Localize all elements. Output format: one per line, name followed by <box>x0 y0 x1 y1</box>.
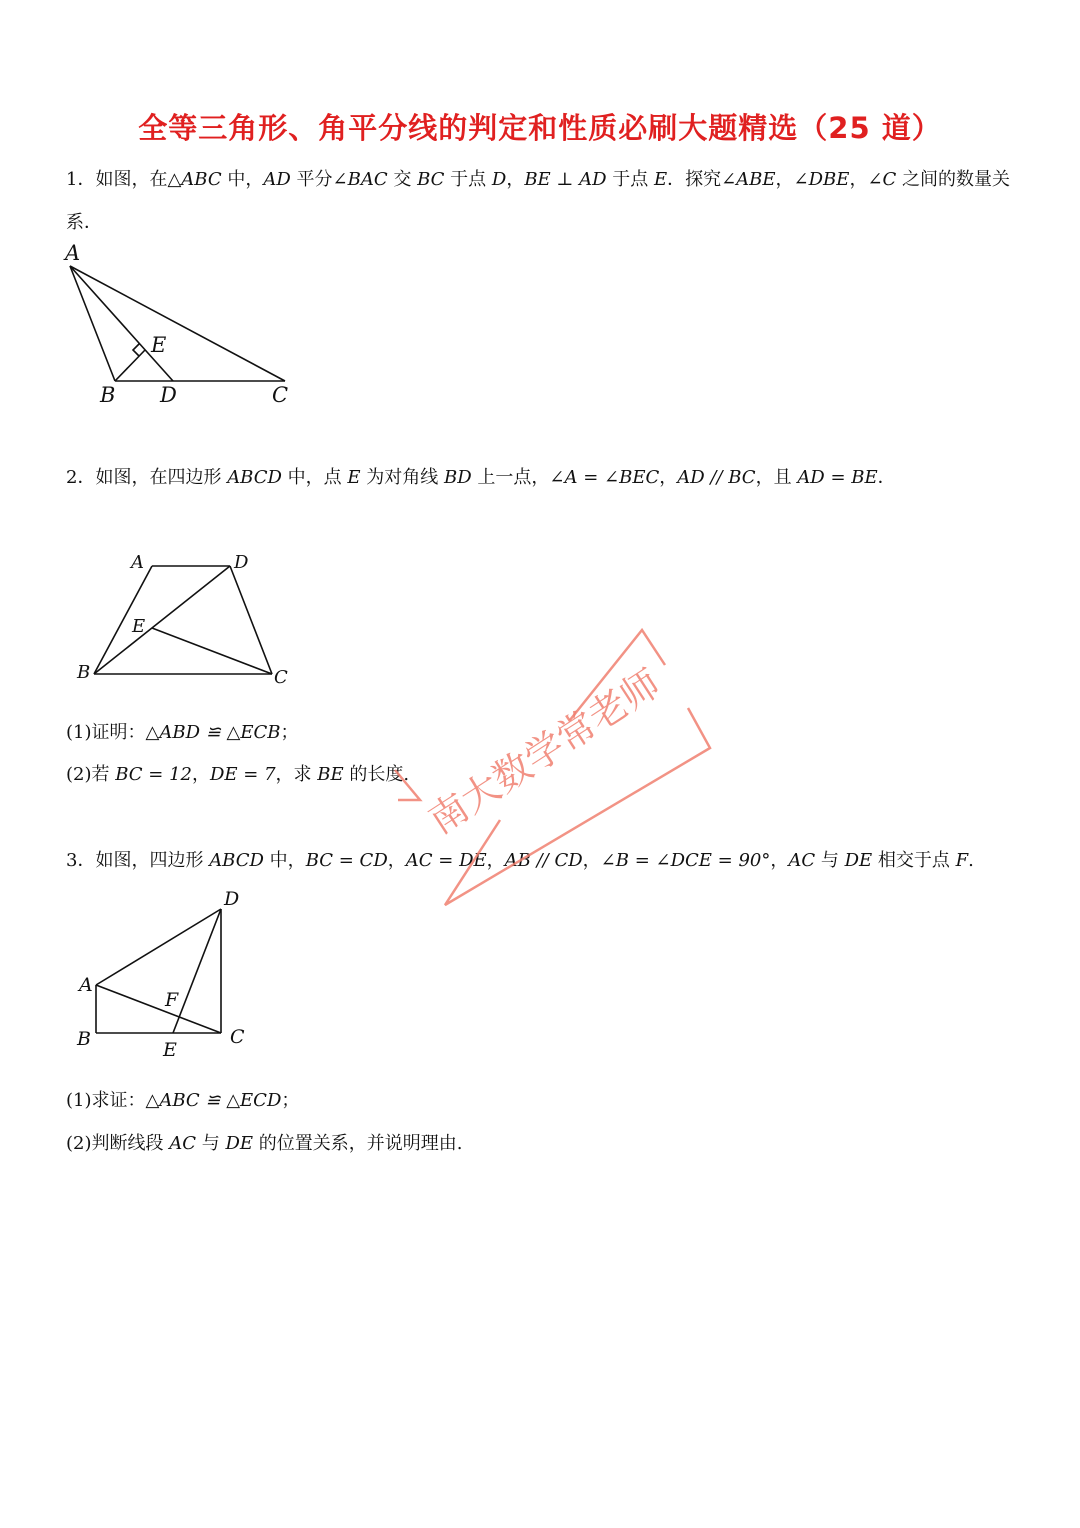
fig2-label-e: E <box>132 616 146 637</box>
question-3-text: 3．如图，四边形 ABCD 中，BC = CD，AC = DE，AB // CD，∠B = ∠DCE = 90°，AC 与 DE 相交于点 F. <box>66 850 974 871</box>
fig2-label-c: C <box>274 667 288 688</box>
question-3-part-2: (2)判断线段 AC 与 DE 的位置关系，并说明理由. <box>66 1133 463 1154</box>
fig2-label-b: B <box>77 662 91 683</box>
fig3-label-b: B <box>77 1028 91 1050</box>
fig3-label-f: F <box>165 989 179 1011</box>
fig3-label-d: D <box>224 888 240 910</box>
fig2-label-a: A <box>131 552 144 573</box>
question-1-text-cont: 系． <box>66 212 102 233</box>
watermark-text: 南大数学常老师 <box>420 660 669 843</box>
figure-1 <box>60 238 300 413</box>
page-title: 全等三角形、角平分线的判定和性质必刷大题精选（25 道） <box>138 111 942 145</box>
fig1-label-c: C <box>272 383 289 407</box>
question-2-part-1: (1)证明：△ABD ≌ △ECB； <box>66 722 299 743</box>
fig1-label-b: B <box>100 383 116 407</box>
question-2-part-2: (2)若 BC = 12，DE = 7，求 BE 的长度. <box>66 764 410 785</box>
fig3-label-a: A <box>79 974 93 996</box>
fig1-label-a: A <box>65 241 81 265</box>
fig1-label-d: D <box>160 383 177 407</box>
fig3-label-c: C <box>230 1026 245 1048</box>
question-3-part-1: (1)求证：△ABC ≌ △ECD； <box>66 1090 300 1111</box>
figure-2 <box>70 548 300 688</box>
figure-3 <box>70 885 260 1065</box>
fig2-label-d: D <box>234 552 249 573</box>
question-1-text: 1．如图，在△ABC 中，AD 平分∠BAC 交 BC 于点 D，BE ⊥ AD 于点 E．探究∠ABE，∠DBE，∠C 之间的数量关 <box>66 169 1011 190</box>
question-2-text: 2．如图，在四边形 ABCD 中，点 E 为对角线 BD 上一点，∠A = ∠BEC，AD // BC，且 AD = BE． <box>66 467 896 488</box>
fig3-label-e: E <box>163 1039 177 1061</box>
fig1-label-e: E <box>151 333 167 357</box>
